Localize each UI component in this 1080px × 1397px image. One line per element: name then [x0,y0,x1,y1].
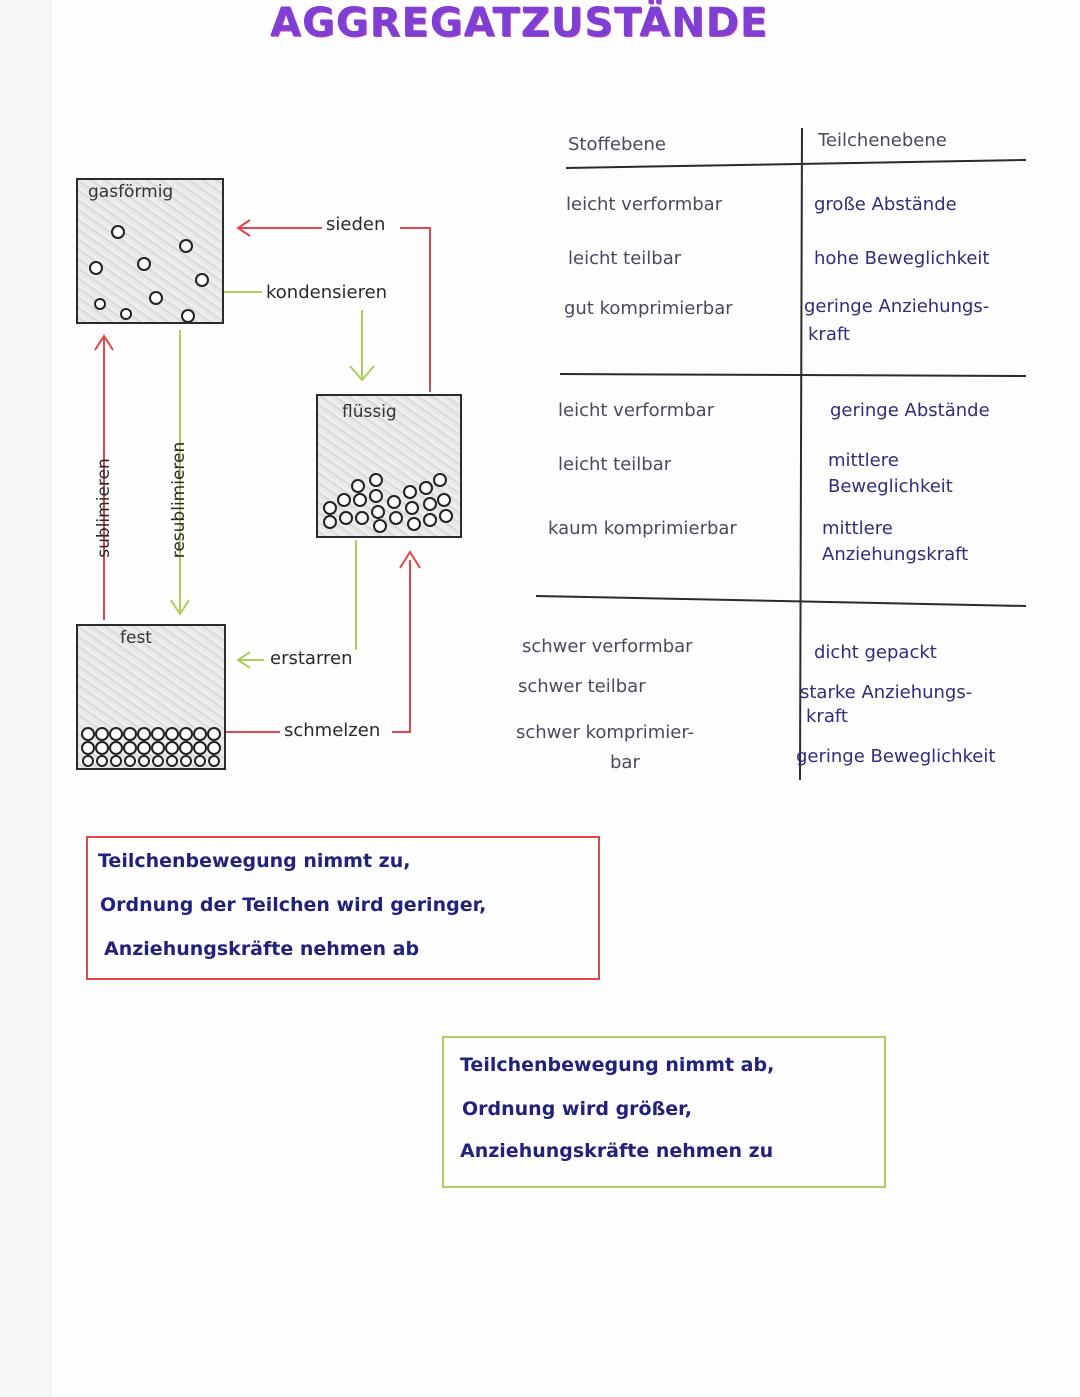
summary-green-line-2: Ordnung wird größer, [462,1098,692,1120]
liquid-state-label: flüssig [342,402,397,422]
summary-red-line-3: Anziehungskräfte nehmen ab [104,938,420,960]
solid-state-label: fest [120,628,152,648]
row1-teilchen-3: geringe Anziehungs- [804,296,990,317]
row1-teilchen-4: kraft [808,324,850,345]
page-title: AGGREGATZUSTÄNDE [270,0,769,46]
row3-teilchen-1: dicht gepackt [814,642,937,663]
row3-teilchen-4: geringe Beweglichkeit [796,746,996,767]
row2-teilchen-2: mittlere [828,450,899,471]
row3-teilchen-2: starke Anziehungs- [800,682,973,703]
summary-green-line-3: Anziehungskräfte nehmen zu [460,1140,774,1162]
row1-stoff-3: gut komprimierbar [564,298,733,319]
row1-teilchen-2: hohe Beweglichkeit [814,248,990,269]
row2-teilchen-4: mittlere [822,518,893,539]
row3-teilchen-3: kraft [806,706,848,727]
summary-green-line-1: Teilchenbewegung nimmt ab, [460,1054,775,1076]
sublimieren-label: sublimieren [94,458,114,558]
row3-stoff-4: bar [610,752,640,773]
row2-teilchen-3: Beweglichkeit [828,476,953,497]
row1-stoff-2: leicht teilbar [568,248,682,269]
row2-teilchen-1: geringe Abstände [830,400,990,421]
row2-stoff-2: leicht teilbar [558,454,672,475]
row3-stoff-3: schwer komprimier- [516,722,695,743]
row2-teilchen-5: Anziehungskraft [822,544,969,565]
row3-stoff-1: schwer verformbar [522,636,693,657]
schmelzen-label: schmelzen [284,720,381,741]
table-header-stoffebene: Stoffebene [568,134,666,155]
erstarren-label: erstarren [270,648,353,669]
kondensieren-label: kondensieren [266,282,388,303]
resublimieren-label: resublimieren [169,441,189,559]
sieden-label: sieden [326,214,386,235]
row1-stoff-1: leicht verformbar [566,194,723,215]
summary-red-line-2: Ordnung der Teilchen wird geringer, [100,894,487,916]
row2-stoff-1: leicht verformbar [558,400,715,421]
row3-stoff-2: schwer teilbar [518,676,646,697]
row1-teilchen-1: große Abstände [814,194,957,215]
gas-state-label: gasförmig [88,182,174,202]
summary-red-line-1: Teilchenbewegung nimmt zu, [98,850,411,872]
row2-stoff-3: kaum komprimierbar [548,518,737,539]
table-header-teilchenebene: Teilchenebene [818,130,947,151]
